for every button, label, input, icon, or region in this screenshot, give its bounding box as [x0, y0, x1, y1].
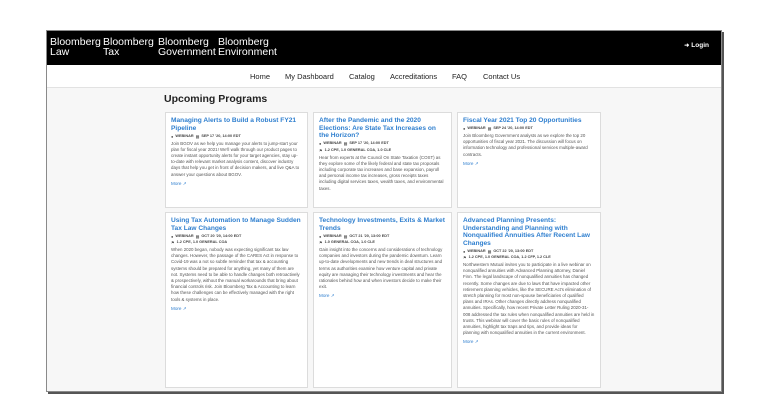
program-credits — [171, 240, 302, 245]
external-link-icon: ↗ — [474, 160, 479, 166]
external-link-icon: ↗ — [474, 339, 479, 345]
nav-accreditations[interactable]: Accreditations — [390, 72, 438, 81]
program-meta — [171, 134, 302, 139]
more-label: More — [171, 305, 182, 311]
program-date: OCT 21 '20, 13:00 EDT — [349, 233, 390, 238]
login-label: Login — [691, 42, 709, 49]
external-link-icon: ↗ — [182, 305, 187, 311]
webinar-icon: ● — [463, 126, 466, 131]
program-description: Hear from experts at the Council On State Taxation (COST) as they explore some of the likely federal and state tax proposals including corporate tax increases and base expansion, payroll and personal income tax increases, gross receipts taxes including digital services taxes, wealth taxes, and environmental taxes. — [319, 154, 444, 191]
program-credits — [319, 148, 446, 153]
calendar-icon: ▩ — [195, 133, 200, 139]
nav-contact-us[interactable]: Contact Us — [483, 72, 521, 81]
certificate-icon: ⚑ — [319, 240, 323, 245]
program-date: SEP 17 '20, 14:00 EDT — [349, 141, 389, 145]
calendar-icon: ▩ — [195, 233, 200, 239]
program-credits — [319, 240, 446, 245]
program-description: Join Bloomberg Government analysts as we explore the top 20 opportunities of fiscal year 2021. The discussion will focus on information technology and professional services multiple-award contracts. — [463, 133, 588, 157]
brand-bloomberg-government[interactable]: Bloomberg Government — [158, 36, 216, 58]
more-label: More — [463, 160, 474, 166]
main-nav — [47, 65, 721, 88]
program-description: Join BGOV as we help you manage your alerts to jump-start your plan for fiscal year 2021! We'll walk through our product pages to create instant opportunity alerts for your target agencies, stay up-to-date with relevant market analysis content, discover industry days that help you get in front of decision makers, and live Q&A to answer your questions about BGOV. — [171, 140, 300, 177]
brand-bloomberg-environment[interactable]: Bloomberg Environment — [218, 36, 277, 58]
external-link-icon: ↗ — [330, 293, 335, 299]
program-description: When 2020 began, nobody was expecting significant tax law changes. However, the passage of the CARES Act in response to Covid-19 was a not so subtle reminder that tax & accounting systems should be prepared for anything, yet many of them are not. Systems need to be able to handle changes both retroactively & prospectively, without the manual workarounds that bring about financial controls risk. Join Bloomberg Tax & Accounting to learn how these challenges can be effectively managed with the right tools & systems in place. — [171, 247, 300, 302]
program-credits-text: 1.2 CPE, 1.0 GENERAL COA, 1.0 CLE — [324, 147, 392, 152]
program-date: SEP 24 '20, 14:00 EDT — [493, 126, 533, 130]
more-label: More — [171, 180, 182, 186]
calendar-icon: ▩ — [343, 233, 348, 239]
program-type: WEBINAR — [175, 233, 194, 238]
login-icon: ➜ — [684, 43, 690, 49]
webinar-icon: ● — [171, 133, 174, 139]
program-credits-text: 1.2 CPE, 1.0 GENERAL COA — [176, 240, 228, 244]
certificate-icon: ⚑ — [463, 255, 467, 260]
webinar-icon: ● — [319, 233, 322, 239]
program-date: SEP 17 '20, 14:00 EDT — [201, 133, 241, 138]
program-credits-text: 1.2 CPE, 1.0 GENERAL COA, 1.2 CFP, 1.2 CLE — [468, 255, 551, 259]
more-link[interactable] — [463, 339, 595, 345]
program-meta — [171, 234, 302, 239]
calendar-icon: ▩ — [487, 248, 492, 254]
program-card — [457, 212, 601, 388]
calendar-icon: ▩ — [487, 126, 492, 131]
login-button[interactable] — [684, 42, 709, 49]
program-title-link[interactable]: After the Pandemic and the 2020 Elections: Are State Tax Increases on the Horizon? — [319, 117, 436, 139]
more-link[interactable] — [171, 181, 302, 187]
program-meta — [319, 234, 446, 239]
more-link[interactable] — [463, 161, 595, 167]
program-title-link[interactable]: Advanced Planning Presents: Understanding and Planning with Nonqualified Annuities After Recent Law Changes — [463, 217, 591, 247]
program-title-link[interactable]: Managing Alerts to Build a Robust FY21 Pipeline — [171, 117, 297, 132]
top-bar — [47, 31, 721, 65]
page-title: Upcoming Programs — [164, 93, 268, 105]
external-link-icon: ↗ — [182, 180, 187, 186]
more-label: More — [319, 293, 330, 299]
nav-faq[interactable]: FAQ — [452, 72, 468, 81]
webinar-icon: ● — [171, 233, 174, 239]
program-card — [165, 212, 308, 388]
program-type: WEBINAR — [467, 248, 486, 253]
more-link[interactable] — [171, 306, 302, 312]
program-card — [165, 112, 308, 208]
program-meta — [463, 126, 595, 131]
browser-viewport — [46, 30, 722, 392]
brand-bloomberg-tax[interactable]: Bloomberg Tax — [103, 36, 154, 58]
program-meta — [319, 141, 446, 146]
nav-home[interactable]: Home — [250, 72, 271, 81]
certificate-icon: ⚑ — [319, 147, 323, 153]
webinar-icon: ● — [319, 141, 322, 146]
program-meta — [463, 249, 595, 254]
nav-my-dashboard[interactable]: My Dashboard — [285, 72, 334, 81]
brand-bloomberg-law[interactable]: Bloomberg Law — [50, 36, 101, 58]
webinar-icon: ● — [463, 248, 466, 254]
program-type: WEBINAR — [323, 141, 342, 145]
program-date: OCT 20 '20, 14:00 EDT — [201, 233, 242, 238]
program-description: Gain insight into the concerns and considerations of technology companies and investors during the pandemic downturn. Learn up-to-date developments and new trends in deal structures and terms as authorities examine how venture capital and private equity are managing their technology investments and hear the rationales behind how and when investors decide to make their exit. — [319, 247, 443, 290]
program-type: WEBINAR — [323, 233, 342, 238]
program-title-link[interactable]: Technology Investments, Exits & Market Trends — [319, 217, 445, 232]
nav-catalog[interactable]: Catalog — [349, 72, 375, 81]
program-type: WEBINAR — [175, 133, 194, 138]
program-description: Northwestern Mutual invites you to participate in a live webinar on nonqualified annuities with Advanced Planning attorney, Daniel Finn. The legal landscape of nonqualified annuities has changed recently. Some changes are due to laws that have impacted other retirement planning vehicles, like the SECURE Act's elimination of stretch planning for most non-spouse beneficiaries of qualified plans and IRAs. Other changes directly address nonqualified annuities. Specifically, how recent Private Letter Ruling 2020-31-008 addressed the tax rules when nonqualified annuities are held in trusts. This webinar will cover the basic rules of nonqualified annuities, highlight tax traps and tips, and provide ideas for planning with nonqualified annuities in the current environment. — [463, 262, 595, 336]
program-type: WEBINAR — [467, 126, 486, 130]
program-card — [313, 112, 452, 208]
program-card — [457, 112, 601, 208]
program-card — [313, 212, 452, 388]
program-title-link[interactable]: Fiscal Year 2021 Top 20 Opportunities — [463, 117, 582, 124]
main-content — [47, 88, 721, 391]
more-label: More — [463, 339, 474, 345]
program-date: OCT 22 '20, 13:00 EDT — [493, 248, 534, 253]
certificate-icon: ⚑ — [171, 240, 175, 245]
program-credits — [463, 255, 595, 260]
program-credits-text: 1.0 GENERAL COA, 1.0 CLE — [324, 240, 375, 244]
more-link[interactable] — [319, 293, 446, 299]
program-title-link[interactable]: Using Tax Automation to Manage Sudden Tax Law Changes — [171, 217, 301, 232]
calendar-icon: ▩ — [343, 141, 348, 146]
